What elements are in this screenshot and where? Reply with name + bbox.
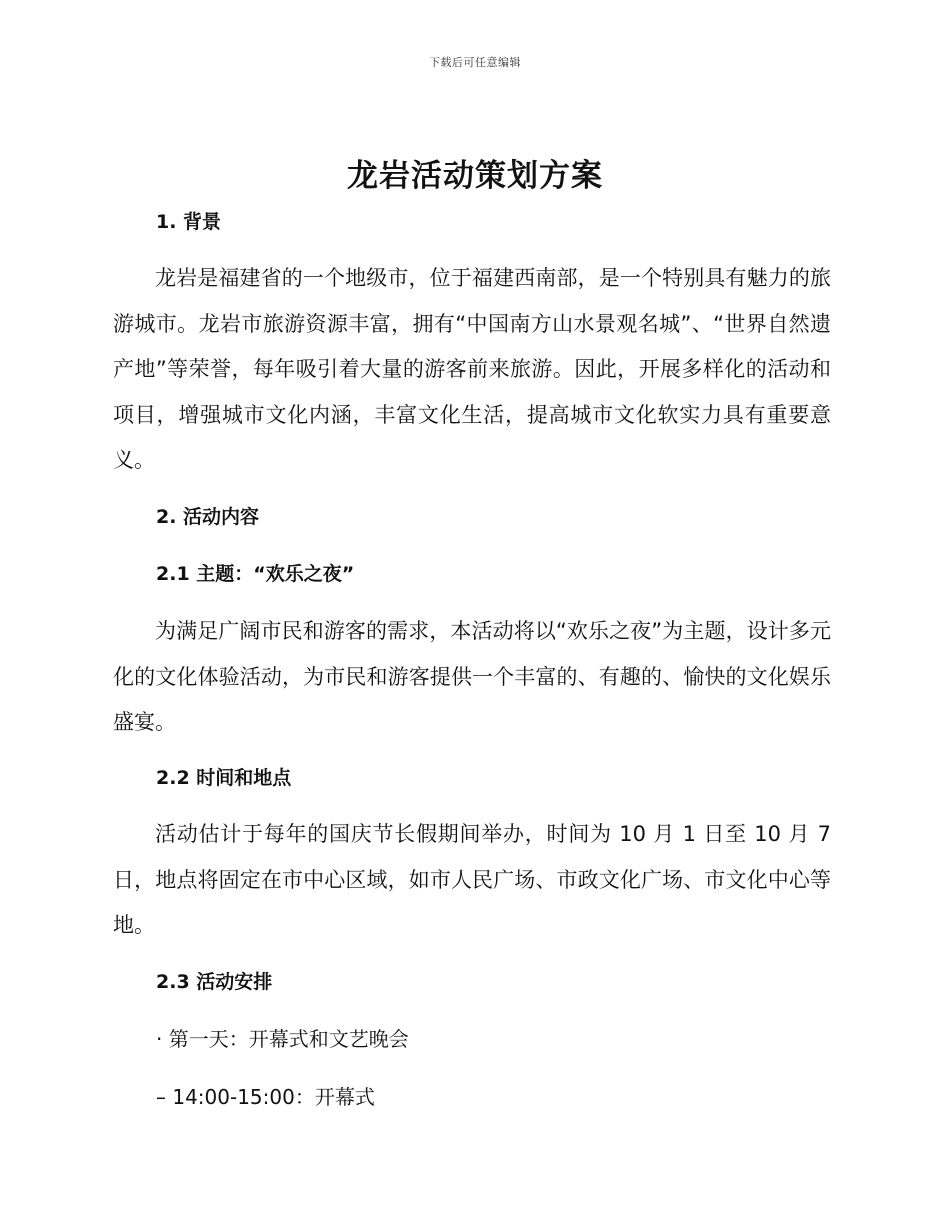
- page-header-note: 下载后可任意编辑: [429, 56, 521, 69]
- subsection-heading-theme: 2.1 主题：“欢乐之夜”: [156, 563, 355, 585]
- paragraph-time-place: 活动估计于每年的国庆节长假期间举办，时间为 10 月 1 日至 10 月 7 日，地点将固定在市中心区域，如市人民广场、市政文化广场、市文化中心等地。: [113, 822, 831, 937]
- document-title: 龙岩活动策划方案: [347, 158, 603, 194]
- section-heading-activity-content: 2. 活动内容: [156, 506, 260, 528]
- schedule-day1-item: – 14:00-15:00：开幕式: [156, 1085, 375, 1109]
- subsection-heading-time-place: 2.2 时间和地点: [156, 767, 292, 789]
- section-heading-background: 1. 背景: [156, 211, 222, 233]
- paragraph-background: 龙岩是福建省的一个地级市，位于福建西南部，是一个特别具有魅力的旅游城市。龙岩市旅游资源丰富，拥有“中国南方山水景观名城”、“世界自然遗产地”等荣誉，每年吸引着大量的游客前来旅游。因此，开展多样化的活动和项目，增强城市文化内涵，丰富文化生活，提高城市文化软实力具有重要意义。: [113, 266, 831, 472]
- subsection-heading-schedule: 2.3 活动安排: [156, 971, 273, 993]
- paragraph-theme: 为满足广阔市民和游客的需求，本活动将以“欢乐之夜”为主题，设计多元化的文化体验活动，为市民和游客提供一个丰富的、有趣的、愉快的文化娱乐盛宴。: [113, 619, 831, 734]
- schedule-day1: · 第一天：开幕式和文艺晚会: [156, 1027, 409, 1051]
